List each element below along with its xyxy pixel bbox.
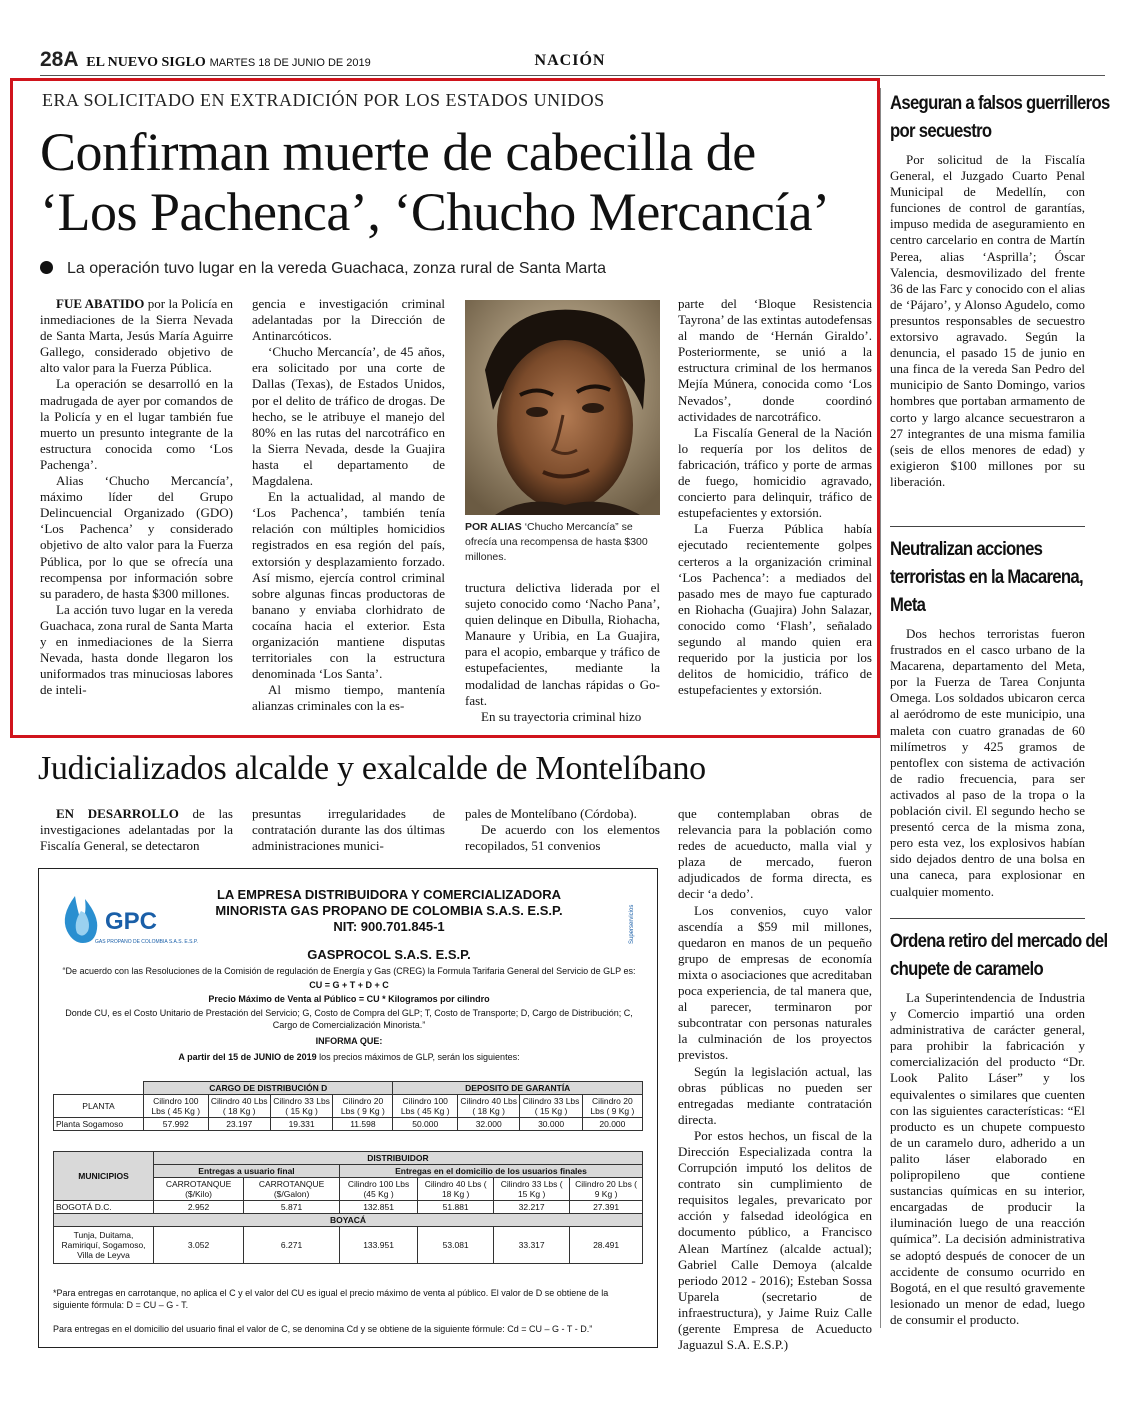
table-cell: 132.851 (339, 1201, 417, 1214)
ad-title-1: LA EMPRESA DISTRIBUIDORA Y COMERCIALIZADORA (216, 887, 562, 902)
table-cell: Cilindro 40 Lbs ( 18 Kg ) (458, 1095, 520, 1118)
ad-definitions-1: Donde CU, es el Costo Unitario de Prestación del Servicio; G, Costo de Compra del GLP; T, Costo de Transporte; D, Cargo de Distribución; C, (65, 1008, 633, 1018)
paragraph: por la Policía en inmediaciones de la Sierra Nevada de Santa Marta, Jesús María Aguirre Gallego, considerado objetivo de alto valor para la Fuerza Pública. (40, 296, 234, 376)
table-header: DEPOSITO DE GARANTÍA (393, 1082, 643, 1095)
sidebar-body-2 (890, 626, 1085, 900)
table-cell: Cilindro 100 Lbs (45 Kg ) (339, 1178, 417, 1201)
lead-in: FUE ABATIDO (56, 296, 145, 311)
caption-lead: POR ALIAS (465, 521, 522, 533)
table-header: CARGO DE DISTRIBUCIÓN D (144, 1082, 393, 1095)
table-cell: BOGOTÁ D.C. (54, 1201, 154, 1214)
table-cell: Cilindro 40 Lbs ( 18 Kg ) (208, 1095, 270, 1118)
main-col-2 (252, 296, 445, 714)
table-cell: 30.000 (520, 1118, 582, 1131)
superservicios-text: Superservicios (629, 904, 635, 944)
table-header: MUNICIPIOS (54, 1152, 154, 1201)
sidebar-separator (890, 526, 1085, 527)
caption-text: ‘Chucho Mercancía” se ofrecía una recompensa de hasta $300 millones. (465, 521, 648, 563)
second-col-2 (252, 806, 445, 854)
header-divider (40, 75, 1105, 76)
table-cell: Cilindro 100 Lbs ( 45 Kg ) (393, 1095, 458, 1118)
suspect-photo (465, 300, 660, 515)
table-cell: 3.052 (154, 1227, 244, 1264)
table-cell: 32.217 (494, 1201, 570, 1214)
ad-subtitle: GASPROCOL S.A.S. E.S.P. (307, 947, 471, 962)
second-col-1 (40, 806, 233, 854)
table-cell: 133.951 (339, 1227, 417, 1264)
table-cell: 28.491 (570, 1227, 643, 1264)
table-cell: 2.952 (154, 1201, 244, 1214)
table-header: Entregas en el domicilio de los usuarios finales (339, 1165, 642, 1178)
ad-title (149, 887, 629, 935)
paragraph: Alias ‘Chucho Mercancía’, máximo líder del Grupo Delincuencial Organizado (GDO) ‘Los Pachenca’ y considerado objetivo de alto valor para la Fuerza Pública, por lo que se ofrecía una recompensa por información sobre su paradero, de hasta $300 millones. (40, 473, 233, 601)
paragraph: tructura delictiva liderada por el sujeto conocido como ‘Nacho Pana’, quien delinque en Dibulla, Riohacha, Manaure y Uribia, en La Guajira, para el acopio, embarque y tráfico de estupefacientes, mediante la modalidad de lanchas rápidas o Go-fast. (465, 580, 660, 708)
table-header: PLANTA (54, 1095, 144, 1118)
main-col-4 (678, 296, 872, 698)
table-cell: Cilindro 40 Lbs ( 18 Kg ) (418, 1178, 494, 1201)
table-cell: 57.992 (144, 1118, 209, 1131)
paragraph: La Superintendencia de Industria y Comercio impartió una orden administrativa de carácter general, para prohibir la fabricación y comercialización del producto “Dr. Look Palito Láser” y los equivalentes o similares que cuenten con las siguientes características: “El producto es un chupete compuesto de un caramelo duro, adherido a un palito láser elaborado en polipropileno que contiene sustancias químicas en su interior, encargadas de producir la iluminación luego de una reacción química”. La decisión administrativa se adoptó después de conocer de un accidente de consumo ocurrido en Bogotá, en el que resultó gravemente lesionado un menor de edad, luego de consumir el producto. (890, 990, 1085, 1327)
page-number: 28A (40, 48, 79, 71)
table-cell: Tunja, Duitama, Ramiriquí, Sogamoso, Villa de Leyva (54, 1227, 154, 1264)
ad-formula-1: CU = G + T + D + C (309, 980, 389, 990)
ad-formula-2: Precio Máximo de Venta al Público = CU * Kilogramos por cilindro (208, 994, 490, 1004)
ad-note-2: Para entregas en el domicilio del usuario final el valor de C, se denomina Cd y se obtiene de la siguiente fórmule: Cd = CU – G - T - D.” (53, 1324, 593, 1334)
sidebar-divider (880, 88, 881, 1328)
bullet-icon (40, 261, 53, 274)
table-cell: 33.317 (494, 1227, 570, 1264)
table-cell: Cilindro 100 Lbs ( 45 Kg ) (144, 1095, 209, 1118)
sidebar-body-1 (890, 152, 1085, 490)
sidebar-headline-3: Ordena retiro del mercado del chupete de caramelo (890, 931, 1108, 980)
table-cell: 32.000 (458, 1118, 520, 1131)
paragraph: ‘Chucho Mercancía’, de 45 años, era solicitado por una corte de Dallas (Texas), de Estados Unidos, por el delito de tráfico de drogas. De hecho, se le atribuye el manejo del 80% en las rutas del narcotráfico en la Sierra Nevada, desde la Guajira hasta el departamento de Magdalena. (252, 344, 445, 489)
table-cell: 23.197 (208, 1118, 270, 1131)
table-cell: Planta Sogamoso (54, 1118, 144, 1131)
paragraph: En su trayectoria criminal hizo (481, 708, 642, 724)
table-cell: 5.871 (244, 1201, 340, 1214)
table-header: BOYACÁ (54, 1214, 643, 1227)
paragraph: Por estos hechos, un fiscal de la Dirección Especializada contra la Corrupción imputó los delitos de contrato sin cumplimiento de requisitos legales, prevaricato por acción y falsedad ideológica en documento público, a Francisco Alean Martínez (alcalde actual); Gabriel Calle Demoya (alcalde periodo 2012 - 2016); Esteban Sossa Uparela (secretario de infraestructura), y Jaime Ruiz Calle (gerente Empresa de Acueducto Jaguazul S.A. E.S.P.) (678, 1127, 872, 1353)
page-header (40, 48, 371, 72)
sidebar-headline-2: Neutralizan acciones terroristas en la Macarena, Meta (890, 539, 1083, 616)
ad-intro: “De acuerdo con las Resoluciones de la Comisión de regulación de Energía y Gas (CREG) la Formula Tarifaria General del Servicio de GLP es: (62, 966, 636, 976)
ad-note-1: *Para entregas en carrotanque, no aplica el C y el valor del CU es igual el precio máximo de venta al público. El valor de D se obtiene de la siguiente fórmula: D = CU – G - T. (53, 1288, 609, 1310)
paragraph: gencia e investigación criminal adelantadas por la Dirección de Antinarcóticos. (252, 296, 445, 344)
municipal-price-table (53, 1151, 643, 1264)
paragraph: De acuerdo con los elementos recopilados, 51 convenios (465, 822, 660, 854)
paragraph: parte del ‘Bloque Resistencia Tayrona’ de las extintas autodefensas al mando de ‘Hernán Giraldo’. Posteriormente, se unió a la estructura criminal de los hermanos Mejía Múnera, conocida como ‘Los Nevados’, donde coordinó actividades de narcotráfico. (678, 296, 872, 424)
paragraph: La acción tuvo lugar en la vereda Guachaca, zona rural de Santa Marta y en inmediaciones de la Sierra Nevada, hasta donde llegaron los uniformados tras minuciosas labores de inteli- (40, 601, 233, 698)
main-kicker: ERA SOLICITADO EN EXTRADICIÓN POR LOS ESTADOS UNIDOS (42, 90, 605, 110)
gas-price-advertisement (38, 868, 658, 1348)
photo-caption (465, 520, 665, 565)
paragraph: La Fuerza Pública había ejecutado recientemente golpes certeros a la organización criminal ‘Los Pachenca’: a mediados del pasado mes de mayo fue capturado en Riohacha (Guajira) John Salazar, conocido como ‘Flash’, señalado segundo al mando quien era requerido por la justicia por los delitos de homicidio, tráfico de estupefacientes y extorsión. (678, 521, 872, 698)
logo-subtitle: GAS PROPANO DE COLOMBIA S.A.S. E.S.P. (95, 939, 198, 945)
table-cell: CARROTANQUE ($/Galon) (244, 1178, 340, 1201)
issue-date: MARTES 18 DE JUNIO DE 2019 (209, 57, 371, 69)
table-cell: Cilindro 33 Lbs ( 15 Kg ) (494, 1178, 570, 1201)
main-col-1 (40, 296, 233, 698)
paragraph: presuntas irregularidades de contratación durante las dos últimas administraciones munici- (252, 806, 445, 854)
table-cell: 11.598 (333, 1118, 393, 1131)
lead-in: EN DESARROLLO (56, 806, 179, 821)
table-cell: 20.000 (582, 1118, 642, 1131)
sidebar-separator (890, 918, 1085, 919)
second-headline: Judicializados alcalde y exalcalde de Montelíbano (38, 750, 706, 787)
main-headline (40, 122, 870, 242)
superservicios-mark (629, 889, 649, 944)
paragraph: Por solicitud de la Fiscalía General, el Juzgado Cuarto Penal Municipal de Medellín, con funciones de control de garantías, impuso medida de aseguramiento en centro carcelario en contra de Martín Perea, alias ‘Asprilla’; Óscar Valencia, desmovilizado del frente 36 de las Farc y conocido con el alias de ‘Pájaro’, y Alonso Agudelo, como presuntos responsables de secuestro extorsivo agravado. Según la denuncia, el pasado 15 de junio en una finca de la vereda San Pedro del municipio de Santo Domingo, varios hombres que portaban armamento de corto y largo alcance secuestraron a 27 integrantes de una misma familia (seis de ellos menores de edad) y exigieron $100 millones por su liberación. (890, 152, 1085, 489)
second-col-4 (678, 806, 872, 1353)
main-headline-line1: Confirman muerte de cabecilla de (40, 122, 756, 182)
ad-informa: INFORMA QUE: (315, 1036, 383, 1046)
ad-definitions-2: Cargo de Comercialización Minorista.” (272, 1020, 426, 1030)
main-subhead-text: La operación tuvo lugar en la vereda Guachaca, zonza rural de Santa Marta (67, 260, 606, 277)
paragraph: En la actualidad, al mando de ‘Los Pachenca’, también tenía relación con múltiples homicidios registrados en esa región del país, extorsión y desplazamiento forzado. Así mismo, ejercía control criminal sobre algunas fincas productoras de banano y enviaba clorhidrato de cocaína hacia el exterior. Esta organización mantiene disputas territoriales con la estructura denominada ‘Los Santa’. (252, 489, 445, 682)
sidebar-body-3 (890, 990, 1085, 1328)
table-cell: Cilindro 33 Lbs ( 15 Kg ) (270, 1095, 332, 1118)
paragraph: Dos hechos terroristas fueron frustrados en el casco urbano de la Macarena, departamento del Meta, por la Fuerza de Tarea Conjunta Omega. Los soldados ubicaron cerca al aeródromo de este municipio, una maleta con cuatro granadas de 60 milímetros y 425 gramos de pentoflex con sistema de activación de radio frecuencia, para ser activados al paso de la tropa o la población civil. El segundo hecho se presentó cerca de la misma zona, pero esta vez, los explosivos habían sido dejados dentro de una bolsa en una caneca, para explosionar en cualquier momento. (890, 626, 1085, 899)
newspaper-name: EL NUEVO SIGLO (86, 55, 206, 70)
paragraph: La Fiscalía General de la Nación lo requería por los delitos de fabricación, tráfico y porte de armas de fuego, homicidio agravado, concierto para delinquir, tráfico de estupefacientes y extorsión. (678, 424, 872, 521)
ad-title-2: MINORISTA GAS PROPANO DE COLOMBIA S.A.S. E.S.P. (215, 903, 563, 918)
table-cell: 19.331 (270, 1118, 332, 1131)
main-subhead (40, 260, 606, 278)
table-header: Entregas a usuario final (154, 1165, 340, 1178)
table-row (54, 1118, 643, 1131)
table-row (54, 1227, 643, 1264)
paragraph: Al mismo tiempo, mantenía alianzas criminales con la es- (252, 682, 445, 714)
ad-title-3: NIT: 900.701.845-1 (333, 919, 445, 934)
ad-effective-date: A partir del 15 de JUNIO de 2019 los precios máximos de GLP, serán los siguientes: (178, 1052, 520, 1062)
paragraph: La operación se desarrolló en la madrugada de ayer por comandos de la Policía y en el lugar también fue muerto un presunto integrante de la estructura conocida como ‘Los Pachenga’. (40, 376, 233, 472)
table-cell: CARROTANQUE ($/Kilo) (154, 1178, 244, 1201)
main-col-3 (465, 580, 660, 725)
section-name: NACIÓN (534, 52, 606, 69)
table-cell: 6.271 (244, 1227, 340, 1264)
table-cell: 51.881 (418, 1201, 494, 1214)
table-cell: 53.081 (418, 1227, 494, 1264)
table-header: DISTRIBUIDOR (154, 1152, 643, 1165)
table-cell: Cilindro 20 Lbs ( 9 Kg ) (582, 1095, 642, 1118)
paragraph: Según la legislación actual, las obras públicas no pueden ser entregadas mediante contratación directa. (678, 1063, 872, 1127)
second-col-3 (465, 806, 660, 854)
table-cell: 27.391 (570, 1201, 643, 1214)
sidebar-headline-1: Aseguran a falsos guerrilleros por secuestro (890, 93, 1110, 142)
paragraph: que contemplaban obras de relevancia para la población como redes de acueducto, malla vial y plaza de mercado, fueron adjudicados de forma directa, es decir ‘a dedo’. (678, 806, 872, 902)
main-headline-line2: ‘Los Pachenca’, ‘Chucho Mercancía’ (40, 182, 830, 242)
svg-text:GPC: GPC (105, 908, 158, 935)
table-cell: Cilindro 20 Lbs ( 9 Kg ) (333, 1095, 393, 1118)
table-cell: 50.000 (393, 1118, 458, 1131)
paragraph: de las investigaciones adelantadas por la Fiscalía General, se detectaron (40, 806, 233, 854)
paragraph: pales de Montelíbano (Córdoba). (465, 806, 637, 821)
table-row (54, 1201, 643, 1214)
paragraph: Los convenios, cuyo valor ascendía a $59 mil millones, quedaron en manos de un pequeño grupo de empresas de economía mixta o asociaciones que acreditaban poca experiencia, de tal manera que, al parecer, terminaron por subcontratar con personas naturales la culminación de los proyectos previstos. (678, 902, 872, 1063)
plant-price-table (53, 1081, 643, 1131)
table-cell: Cilindro 33 Lbs ( 15 Kg ) (520, 1095, 582, 1118)
table-cell: Cilindro 20 Lbs ( 9 Kg ) (570, 1178, 643, 1201)
